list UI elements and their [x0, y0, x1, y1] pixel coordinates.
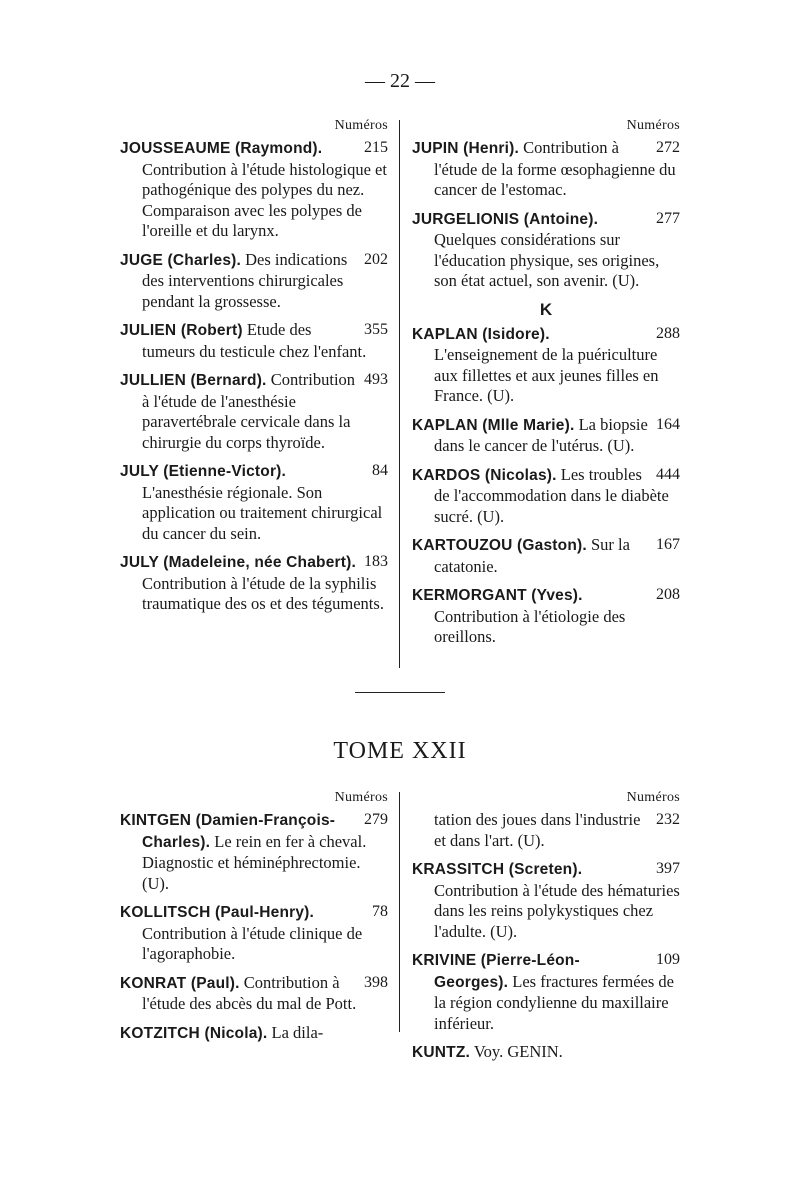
- thesis-title: Contribution à l'étude des abcès du mal de Pott.: [142, 972, 357, 1013]
- author-name: JULY (Madeleine, née Chabert).: [120, 554, 356, 571]
- thesis-title: Etude des tumeurs du testicule chez l'enfant.: [142, 320, 367, 361]
- author-name: KRASSITCH (Screten).: [412, 861, 583, 878]
- index-entry: [120, 370, 388, 453]
- thesis-title: Des indications des interventions chirurgicales pendant la grossesse.: [142, 249, 348, 311]
- upper-left-column: [120, 118, 388, 623]
- thesis-number: 208: [656, 586, 680, 603]
- thesis-title: Quelques considérations sur l'éducation physique, ses origines, son état actuel, son avenir. (U).: [434, 230, 660, 290]
- author-name: KERMORGANT (Yves).: [412, 587, 583, 604]
- upper-right-column: [412, 118, 680, 656]
- index-entry: [412, 859, 680, 942]
- thesis-title: La dila-: [271, 1022, 324, 1042]
- thesis-title: Les troubles de l'accommodation dans le diabète sucré. (U).: [434, 464, 669, 526]
- index-entry: [120, 320, 388, 362]
- index-entry: [412, 465, 680, 528]
- index-entry: [120, 810, 388, 894]
- index-entry: [120, 250, 388, 313]
- thesis-number: 109: [656, 951, 680, 968]
- thesis-title: tation des joues dans l'industrie et dans l'art. (U).: [434, 810, 641, 850]
- thesis-number: 164: [656, 415, 680, 433]
- thesis-number: 78: [372, 903, 388, 920]
- author-name: KINTGEN (Damien-François-Charles).: [120, 812, 336, 851]
- thesis-number: 444: [656, 465, 680, 483]
- lower-right-entries: [412, 810, 680, 1064]
- thesis-title: Contribution à l'étude histologique et pathogénique des polypes du nez. Comparaison avec les polypes de l'oreille et du larynx.: [142, 159, 387, 240]
- index-entry: [412, 810, 680, 851]
- author-name: JUPIN (Henri).: [412, 140, 520, 157]
- author-name: KOLLITSCH (Paul-Henry).: [120, 904, 315, 921]
- index-entry: [120, 461, 388, 544]
- index-entry: [412, 585, 680, 648]
- thesis-number: 398: [364, 973, 388, 991]
- tome-title: TOME XXII: [333, 738, 467, 764]
- upper-left-entries: [120, 138, 388, 615]
- author-name: JULY (Etienne-Victor).: [120, 463, 287, 480]
- lower-vertical-rule: [399, 792, 400, 1032]
- author-name: KONRAT (Paul).: [120, 974, 240, 992]
- lower-left-entries: [120, 810, 388, 1044]
- thesis-title: Voy. GENIN.: [473, 1042, 563, 1061]
- index-entry: [120, 902, 388, 965]
- thesis-number: 84: [372, 462, 388, 479]
- author-name: KAPLAN (Isidore).: [412, 325, 550, 343]
- page-number: — 22 —: [365, 70, 435, 92]
- thesis-number: 397: [656, 860, 680, 877]
- thesis-title: L'enseignement de la puériculture aux fillettes et aux jeunes filles en France. (U).: [434, 345, 659, 405]
- index-entry: [412, 209, 680, 292]
- thesis-number: 202: [364, 250, 388, 268]
- letter-heading-k: K: [539, 299, 553, 319]
- thesis-number: 279: [364, 811, 388, 828]
- thesis-number: 277: [656, 209, 680, 227]
- upper-right-entries: [412, 138, 680, 292]
- thesis-number: 215: [364, 139, 388, 156]
- index-entry: [120, 138, 388, 242]
- upper-vertical-rule: [399, 120, 400, 668]
- column-header: Numéros: [626, 118, 680, 133]
- thesis-title: Sur la catatonie.: [434, 535, 630, 576]
- thesis-title: Les fractures fermées de la région condylienne du maxillaire inférieur.: [434, 971, 674, 1033]
- thesis-number: 493: [364, 371, 388, 388]
- author-name: KOTZITCH (Nicola).: [120, 1024, 268, 1042]
- lower-left-column: [120, 790, 388, 1052]
- author-name: KARTOUZOU (Gaston).: [412, 537, 587, 554]
- author-name: JUGE (Charles).: [120, 251, 242, 269]
- author-name: KAPLAN (Mlle Marie).: [412, 416, 575, 434]
- thesis-title: Le rein en fer à cheval. Diagnostic et héminéphrectomie. (U).: [142, 831, 367, 893]
- author-name: KRIVINE (Pierre-Léon-Georges).: [412, 952, 580, 991]
- index-entry: [120, 1023, 388, 1045]
- author-name: JOUSSEAUME (Raymond).: [120, 140, 323, 157]
- index-entry: [412, 1042, 680, 1064]
- thesis-title: Contribution à l'étude des hématuries dans les reins polykystiques chez l'adulte. (U).: [434, 880, 680, 941]
- thesis-number: 355: [364, 321, 388, 338]
- index-entry: [120, 552, 388, 615]
- thesis-number: 288: [656, 324, 680, 342]
- column-header: Numéros: [626, 790, 680, 805]
- thesis-title: La biopsie dans le cancer de l'utérus. (U).: [434, 414, 648, 455]
- index-entry: [412, 950, 680, 1034]
- thesis-title: Contribution à l'étude de la syphilis traumatique des os et des téguments.: [142, 573, 384, 613]
- author-name: KARDOS (Nicolas).: [412, 466, 557, 484]
- thesis-title: Contribution à l'étiologie des oreillons.: [434, 606, 626, 646]
- index-entry: [412, 415, 680, 457]
- author-name: KUNTZ.: [412, 1044, 471, 1061]
- column-header: Numéros: [334, 790, 388, 805]
- author-name: JULIEN (Robert): [120, 322, 243, 339]
- index-entry: [412, 138, 680, 201]
- section-divider: [355, 692, 445, 693]
- thesis-number: 272: [656, 139, 680, 156]
- thesis-title: Contribution à l'étude de la forme œsophagienne du cancer de l'estomac.: [434, 138, 676, 199]
- thesis-number: 232: [656, 811, 680, 828]
- lower-right-column: [412, 790, 680, 1072]
- thesis-title: L'anesthésie régionale. Son application ou traitement chirurgical du cancer du sein.: [142, 482, 383, 543]
- index-entry: [412, 324, 680, 407]
- author-name: JULLIEN (Bernard).: [120, 372, 267, 389]
- thesis-title: Contribution à l'étude clinique de l'agoraphobie.: [142, 923, 363, 963]
- column-header: Numéros: [334, 118, 388, 133]
- thesis-number: 167: [656, 536, 680, 553]
- thesis-title: Contribution à l'étude de l'anesthésie paravertébrale cervicale dans la chirurgie du corps thyroïde.: [142, 370, 356, 452]
- thesis-number: 183: [364, 553, 388, 570]
- upper-right-k-entries: [412, 324, 680, 648]
- index-entry: [120, 973, 388, 1015]
- author-name: JURGELIONIS (Antoine).: [412, 210, 599, 228]
- index-entry: [412, 535, 680, 577]
